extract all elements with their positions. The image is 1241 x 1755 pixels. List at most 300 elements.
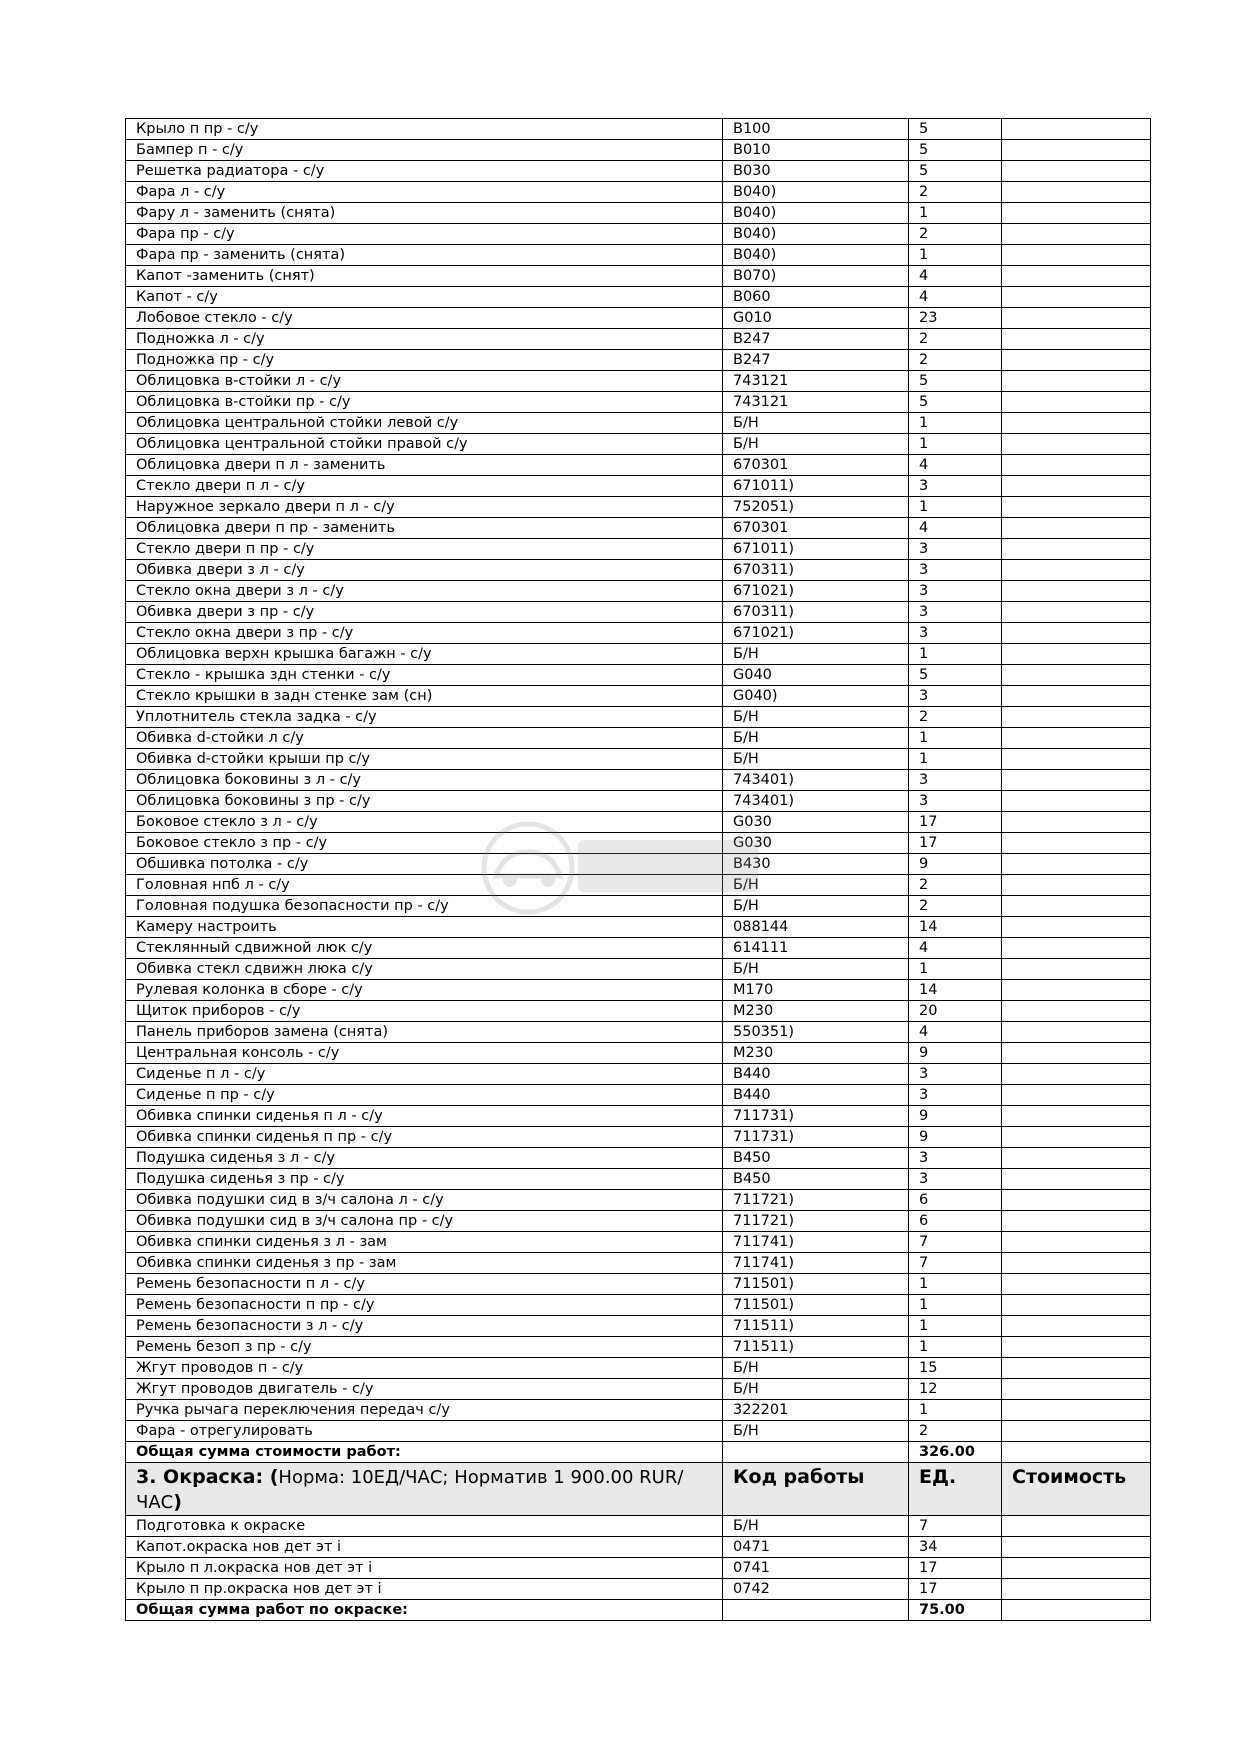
work-work-name: Фара л - с/у: [126, 182, 723, 203]
work-row: [126, 791, 1151, 812]
work-work-units: 1: [909, 749, 1002, 770]
work-work-units: 3: [909, 623, 1002, 644]
work-work-name: Панель приборов замена (снята): [126, 1022, 723, 1043]
paint-row: [126, 1537, 1151, 1558]
paint-total-cost: [1002, 1600, 1151, 1621]
work-row: [126, 392, 1151, 413]
work-row: [126, 917, 1151, 938]
work-work-name: Стекло двери п пр - с/у: [126, 539, 723, 560]
work-work-code: M230: [723, 1043, 909, 1064]
work-work-units: 5: [909, 392, 1002, 413]
work-work-code: 671011): [723, 476, 909, 497]
work-work-code: Б/Н: [723, 959, 909, 980]
work-work-units: 3: [909, 476, 1002, 497]
paint-row: [126, 1579, 1151, 1600]
work-work-code: B070): [723, 266, 909, 287]
work-work-cost: [1002, 350, 1151, 371]
work-work-units: 1: [909, 203, 1002, 224]
work-work-name: Жгут проводов п - с/у: [126, 1358, 723, 1379]
work-row: [126, 1190, 1151, 1211]
work-row: [126, 686, 1151, 707]
work-row: [126, 728, 1151, 749]
work-work-code: 614111: [723, 938, 909, 959]
work-work-units: 1: [909, 413, 1002, 434]
work-work-code: 670301: [723, 518, 909, 539]
work-work-units: 14: [909, 980, 1002, 1001]
work-work-name: Стекло окна двери з пр - с/у: [126, 623, 723, 644]
work-work-code: B010: [723, 140, 909, 161]
work-work-units: 1: [909, 1337, 1002, 1358]
work-work-cost: [1002, 1064, 1151, 1085]
work-work-code: 711741): [723, 1253, 909, 1274]
work-row: [126, 1295, 1151, 1316]
work-work-name: Решетка радиатора - с/у: [126, 161, 723, 182]
work-row: [126, 1400, 1151, 1421]
work-work-units: 3: [909, 791, 1002, 812]
work-work-name: Облицовка центральной стойки левой с/у: [126, 413, 723, 434]
paint-row: [126, 1558, 1151, 1579]
work-work-cost: [1002, 539, 1151, 560]
work-work-code: Б/Н: [723, 1421, 909, 1442]
work-work-name: Фара пр - заменить (снята): [126, 245, 723, 266]
work-work-code: 711721): [723, 1211, 909, 1232]
work-row: [126, 329, 1151, 350]
work-row: [126, 854, 1151, 875]
work-work-cost: [1002, 1043, 1151, 1064]
work-work-code: 711511): [723, 1316, 909, 1337]
work-work-cost: [1002, 1400, 1151, 1421]
work-work-units: 2: [909, 875, 1002, 896]
work-row: [126, 1274, 1151, 1295]
painting-section-header: [126, 1463, 1151, 1516]
work-work-units: 4: [909, 518, 1002, 539]
work-work-code: B060: [723, 287, 909, 308]
work-work-cost: [1002, 413, 1151, 434]
work-work-name: Бампер п - с/у: [126, 140, 723, 161]
work-work-units: 2: [909, 329, 1002, 350]
work-work-name: Подушка сиденья з л - с/у: [126, 1148, 723, 1169]
work-work-name: Ремень безоп з пр - с/у: [126, 1337, 723, 1358]
work-work-units: 7: [909, 1232, 1002, 1253]
work-work-units: 1: [909, 644, 1002, 665]
work-rows: [126, 119, 1151, 1442]
work-work-cost: [1002, 707, 1151, 728]
work-work-cost: [1002, 1001, 1151, 1022]
work-work-name: Наружное зеркало двери п л - с/у: [126, 497, 723, 518]
work-work-units: 3: [909, 581, 1002, 602]
work-row: [126, 1232, 1151, 1253]
work-total-value: 326.00: [909, 1442, 1002, 1463]
work-work-code: G010: [723, 308, 909, 329]
work-row: [126, 350, 1151, 371]
work-work-cost: [1002, 833, 1151, 854]
work-work-units: 1: [909, 1400, 1002, 1421]
estimate-document: [125, 118, 1150, 1621]
work-work-cost: [1002, 455, 1151, 476]
work-work-cost: [1002, 665, 1151, 686]
work-work-units: 9: [909, 1106, 1002, 1127]
work-work-name: Обивка двери з л - с/у: [126, 560, 723, 581]
work-work-name: Стекло крышки в задн стенке зам (сн): [126, 686, 723, 707]
work-work-units: 9: [909, 1043, 1002, 1064]
work-work-code: B030: [723, 161, 909, 182]
work-work-units: 3: [909, 1064, 1002, 1085]
work-row: [126, 1106, 1151, 1127]
work-work-code: 550351): [723, 1022, 909, 1043]
work-work-cost: [1002, 959, 1151, 980]
work-work-cost: [1002, 1337, 1151, 1358]
work-row: [126, 1337, 1151, 1358]
work-work-cost: [1002, 392, 1151, 413]
work-work-name: Боковое стекло з л - с/у: [126, 812, 723, 833]
work-work-units: 3: [909, 686, 1002, 707]
work-row: [126, 749, 1151, 770]
work-work-cost: [1002, 980, 1151, 1001]
work-work-code: 671021): [723, 623, 909, 644]
work-work-code: G040): [723, 686, 909, 707]
work-work-cost: [1002, 749, 1151, 770]
work-work-code: 711501): [723, 1295, 909, 1316]
work-row: [126, 539, 1151, 560]
paint-work-cost: [1002, 1579, 1151, 1600]
work-work-name: Подушка сиденья з пр - с/у: [126, 1169, 723, 1190]
work-work-units: 1: [909, 434, 1002, 455]
work-work-code: 670301: [723, 455, 909, 476]
work-work-cost: [1002, 308, 1151, 329]
work-work-cost: [1002, 770, 1151, 791]
work-work-code: Б/Н: [723, 644, 909, 665]
paint-work-name: Подготовка к окраске: [126, 1516, 723, 1537]
work-row: [126, 644, 1151, 665]
work-work-code: 743121: [723, 392, 909, 413]
work-work-cost: [1002, 728, 1151, 749]
work-work-cost: [1002, 812, 1151, 833]
work-work-name: Облицовка центральной стойки правой с/у: [126, 434, 723, 455]
work-row: [126, 224, 1151, 245]
work-row: [126, 1379, 1151, 1400]
work-work-name: Щиток приборов - с/у: [126, 1001, 723, 1022]
work-work-units: 4: [909, 455, 1002, 476]
work-work-name: Облицовка в-стойки пр - с/у: [126, 392, 723, 413]
work-row: [126, 665, 1151, 686]
work-work-units: 4: [909, 1022, 1002, 1043]
work-row: [126, 1253, 1151, 1274]
paint-work-units: 7: [909, 1516, 1002, 1537]
paint-work-cost: [1002, 1516, 1151, 1537]
work-work-units: 5: [909, 665, 1002, 686]
work-row: [126, 1022, 1151, 1043]
paint-total-row: [126, 1600, 1151, 1621]
work-work-units: 1: [909, 1316, 1002, 1337]
col-header-units: ЕД.: [909, 1463, 1002, 1516]
work-work-name: Обивка спинки сиденья з л - зам: [126, 1232, 723, 1253]
work-work-cost: [1002, 581, 1151, 602]
work-row: [126, 1127, 1151, 1148]
work-work-cost: [1002, 518, 1151, 539]
work-row: [126, 602, 1151, 623]
work-work-name: Уплотнитель стекла задка - с/у: [126, 707, 723, 728]
work-work-units: 2: [909, 224, 1002, 245]
work-work-units: 3: [909, 1085, 1002, 1106]
work-work-units: 23: [909, 308, 1002, 329]
work-work-units: 3: [909, 539, 1002, 560]
work-work-cost: [1002, 203, 1151, 224]
work-work-code: Б/Н: [723, 1358, 909, 1379]
work-row: [126, 476, 1151, 497]
work-row: [126, 371, 1151, 392]
work-work-name: Обивка стекл сдвижн люка с/у: [126, 959, 723, 980]
work-row: [126, 707, 1151, 728]
work-work-code: B040): [723, 203, 909, 224]
work-row: [126, 980, 1151, 1001]
work-row: [126, 203, 1151, 224]
work-work-units: 20: [909, 1001, 1002, 1022]
work-work-cost: [1002, 1421, 1151, 1442]
work-work-cost: [1002, 854, 1151, 875]
work-work-name: Лобовое стекло - с/у: [126, 308, 723, 329]
work-row: [126, 308, 1151, 329]
work-row: [126, 1421, 1151, 1442]
work-work-name: Стекло окна двери з л - с/у: [126, 581, 723, 602]
work-work-name: Обивка спинки сиденья п пр - с/у: [126, 1127, 723, 1148]
work-work-code: Б/Н: [723, 875, 909, 896]
paint-work-name: Крыло п л.окраска нов дет эт i: [126, 1558, 723, 1579]
work-work-cost: [1002, 875, 1151, 896]
painting-title-close: ): [173, 1491, 182, 1513]
work-work-cost: [1002, 434, 1151, 455]
work-work-name: Стеклянный сдвижной люк с/у: [126, 938, 723, 959]
work-work-name: Обивка d-стойки крыши пр с/у: [126, 749, 723, 770]
work-total-cost: [1002, 1442, 1151, 1463]
work-row: [126, 182, 1151, 203]
work-work-units: 3: [909, 602, 1002, 623]
work-work-units: 7: [909, 1253, 1002, 1274]
painting-title: 3. Окраска: (: [136, 1466, 279, 1488]
work-work-units: 5: [909, 371, 1002, 392]
work-row: [126, 623, 1151, 644]
work-work-units: 17: [909, 812, 1002, 833]
work-work-code: Б/Н: [723, 749, 909, 770]
work-work-code: M170: [723, 980, 909, 1001]
work-work-units: 5: [909, 161, 1002, 182]
work-row: [126, 938, 1151, 959]
work-row: [126, 896, 1151, 917]
work-work-cost: [1002, 119, 1151, 140]
work-work-name: Центральная консоль - с/у: [126, 1043, 723, 1064]
work-work-units: 2: [909, 350, 1002, 371]
work-work-cost: [1002, 287, 1151, 308]
work-work-cost: [1002, 1253, 1151, 1274]
work-work-cost: [1002, 182, 1151, 203]
work-row: [126, 245, 1151, 266]
work-work-cost: [1002, 1358, 1151, 1379]
work-work-name: Ремень безопасности п л - с/у: [126, 1274, 723, 1295]
work-work-code: 752051): [723, 497, 909, 518]
work-work-code: B040): [723, 224, 909, 245]
work-work-code: 743121: [723, 371, 909, 392]
work-work-code: Б/Н: [723, 434, 909, 455]
work-work-code: B040): [723, 182, 909, 203]
paint-work-units: 17: [909, 1579, 1002, 1600]
work-work-code: B247: [723, 350, 909, 371]
work-work-name: Фару л - заменить (снята): [126, 203, 723, 224]
work-work-cost: [1002, 1085, 1151, 1106]
work-work-units: 2: [909, 707, 1002, 728]
work-work-code: B440: [723, 1085, 909, 1106]
work-work-cost: [1002, 1379, 1151, 1400]
work-work-name: Облицовка верхн крышка багажн - с/у: [126, 644, 723, 665]
work-work-units: 3: [909, 560, 1002, 581]
work-work-cost: [1002, 686, 1151, 707]
work-work-code: 743401): [723, 770, 909, 791]
work-row: [126, 1316, 1151, 1337]
work-work-name: Обивка двери з пр - с/у: [126, 602, 723, 623]
work-row: [126, 266, 1151, 287]
work-row: [126, 1085, 1151, 1106]
paint-work-cost: [1002, 1558, 1151, 1579]
work-row: [126, 560, 1151, 581]
work-work-name: Капот - с/у: [126, 287, 723, 308]
work-row: [126, 1043, 1151, 1064]
work-work-name: Облицовка боковины з л - с/у: [126, 770, 723, 791]
work-work-name: Камеру настроить: [126, 917, 723, 938]
work-work-name: Стекло - крышка здн стенки - с/у: [126, 665, 723, 686]
work-work-code: 711501): [723, 1274, 909, 1295]
work-work-units: 9: [909, 1127, 1002, 1148]
work-row: [126, 497, 1151, 518]
paint-work-code: 0471: [723, 1537, 909, 1558]
work-work-units: 1: [909, 1295, 1002, 1316]
work-work-cost: [1002, 329, 1151, 350]
paint-work-name: Крыло п пр.окраска нов дет эт i: [126, 1579, 723, 1600]
work-work-code: G030: [723, 833, 909, 854]
work-work-name: Ручка рычага переключения передач с/у: [126, 1400, 723, 1421]
work-row: [126, 1169, 1151, 1190]
work-work-units: 1: [909, 728, 1002, 749]
work-work-code: B430: [723, 854, 909, 875]
col-header-cost: Стоимость: [1002, 1463, 1151, 1516]
work-total-code: [723, 1442, 909, 1463]
work-work-units: 2: [909, 896, 1002, 917]
work-work-code: B247: [723, 329, 909, 350]
work-work-cost: [1002, 1169, 1151, 1190]
work-work-code: G040: [723, 665, 909, 686]
work-work-cost: [1002, 896, 1151, 917]
work-work-code: B440: [723, 1064, 909, 1085]
paint-work-code: 0742: [723, 1579, 909, 1600]
work-work-cost: [1002, 161, 1151, 182]
work-work-units: 5: [909, 140, 1002, 161]
work-work-units: 17: [909, 833, 1002, 854]
work-row: [126, 1001, 1151, 1022]
work-row: [126, 1358, 1151, 1379]
work-work-name: Обивка подушки сид в з/ч салона л - с/у: [126, 1190, 723, 1211]
work-work-code: 088144: [723, 917, 909, 938]
work-row: [126, 413, 1151, 434]
work-work-units: 2: [909, 1421, 1002, 1442]
work-work-name: Подножка пр - с/у: [126, 350, 723, 371]
work-work-cost: [1002, 476, 1151, 497]
work-work-name: Боковое стекло з пр - с/у: [126, 833, 723, 854]
work-work-code: B450: [723, 1169, 909, 1190]
work-work-units: 6: [909, 1190, 1002, 1211]
work-work-name: Обивка подушки сид в з/ч салона пр - с/у: [126, 1211, 723, 1232]
work-work-code: 711721): [723, 1190, 909, 1211]
work-work-name: Крыло п пр - с/у: [126, 119, 723, 140]
work-row: [126, 1211, 1151, 1232]
work-work-name: Головная нпб л - с/у: [126, 875, 723, 896]
paint-work-units: 34: [909, 1537, 1002, 1558]
work-work-cost: [1002, 1190, 1151, 1211]
work-work-name: Капот -заменить (снят): [126, 266, 723, 287]
paint-work-code: Б/Н: [723, 1516, 909, 1537]
work-work-cost: [1002, 1295, 1151, 1316]
work-work-cost: [1002, 644, 1151, 665]
work-work-code: Б/Н: [723, 1379, 909, 1400]
work-work-name: Облицовка боковины з пр - с/у: [126, 791, 723, 812]
work-row: [126, 140, 1151, 161]
work-work-cost: [1002, 1127, 1151, 1148]
work-work-code: 711511): [723, 1337, 909, 1358]
work-work-units: 12: [909, 1379, 1002, 1400]
work-row: [126, 1064, 1151, 1085]
work-work-code: Б/Н: [723, 896, 909, 917]
work-work-name: Обивка спинки сиденья п л - с/у: [126, 1106, 723, 1127]
work-work-cost: [1002, 266, 1151, 287]
work-work-code: 671021): [723, 581, 909, 602]
paint-rows: [126, 1516, 1151, 1600]
work-work-code: 670311): [723, 560, 909, 581]
work-work-cost: [1002, 1316, 1151, 1337]
work-work-cost: [1002, 602, 1151, 623]
work-work-cost: [1002, 623, 1151, 644]
work-work-cost: [1002, 938, 1151, 959]
paint-work-cost: [1002, 1537, 1151, 1558]
work-work-name: Головная подушка безопасности пр - с/у: [126, 896, 723, 917]
work-work-cost: [1002, 224, 1151, 245]
work-work-code: 743401): [723, 791, 909, 812]
work-work-code: 711741): [723, 1232, 909, 1253]
work-work-name: Фара пр - с/у: [126, 224, 723, 245]
col-header-code: Код работы: [723, 1463, 909, 1516]
work-work-units: 1: [909, 245, 1002, 266]
work-work-cost: [1002, 1148, 1151, 1169]
paint-work-units: 17: [909, 1558, 1002, 1579]
work-row: [126, 455, 1151, 476]
work-work-name: Рулевая колонка в сборе - с/у: [126, 980, 723, 1001]
paint-work-code: 0741: [723, 1558, 909, 1579]
work-work-cost: [1002, 560, 1151, 581]
work-work-name: Сиденье п пр - с/у: [126, 1085, 723, 1106]
work-work-units: 9: [909, 854, 1002, 875]
painting-norm: Норма: 10ЕД/ЧАС; Норматив 1 900.00 RUR/ЧАС: [136, 1467, 684, 1513]
work-work-units: 4: [909, 266, 1002, 287]
work-work-cost: [1002, 140, 1151, 161]
work-work-name: Облицовка в-стойки л - с/у: [126, 371, 723, 392]
work-work-name: Ремень безопасности п пр - с/у: [126, 1295, 723, 1316]
work-work-cost: [1002, 245, 1151, 266]
work-work-code: 711731): [723, 1106, 909, 1127]
work-row: [126, 833, 1151, 854]
work-work-cost: [1002, 1106, 1151, 1127]
paint-row: [126, 1516, 1151, 1537]
work-work-units: 1: [909, 959, 1002, 980]
work-work-name: Обивка спинки сиденья з пр - зам: [126, 1253, 723, 1274]
work-work-cost: [1002, 917, 1151, 938]
work-work-code: B450: [723, 1148, 909, 1169]
work-work-units: 1: [909, 497, 1002, 518]
work-work-name: Жгут проводов двигатель - с/у: [126, 1379, 723, 1400]
